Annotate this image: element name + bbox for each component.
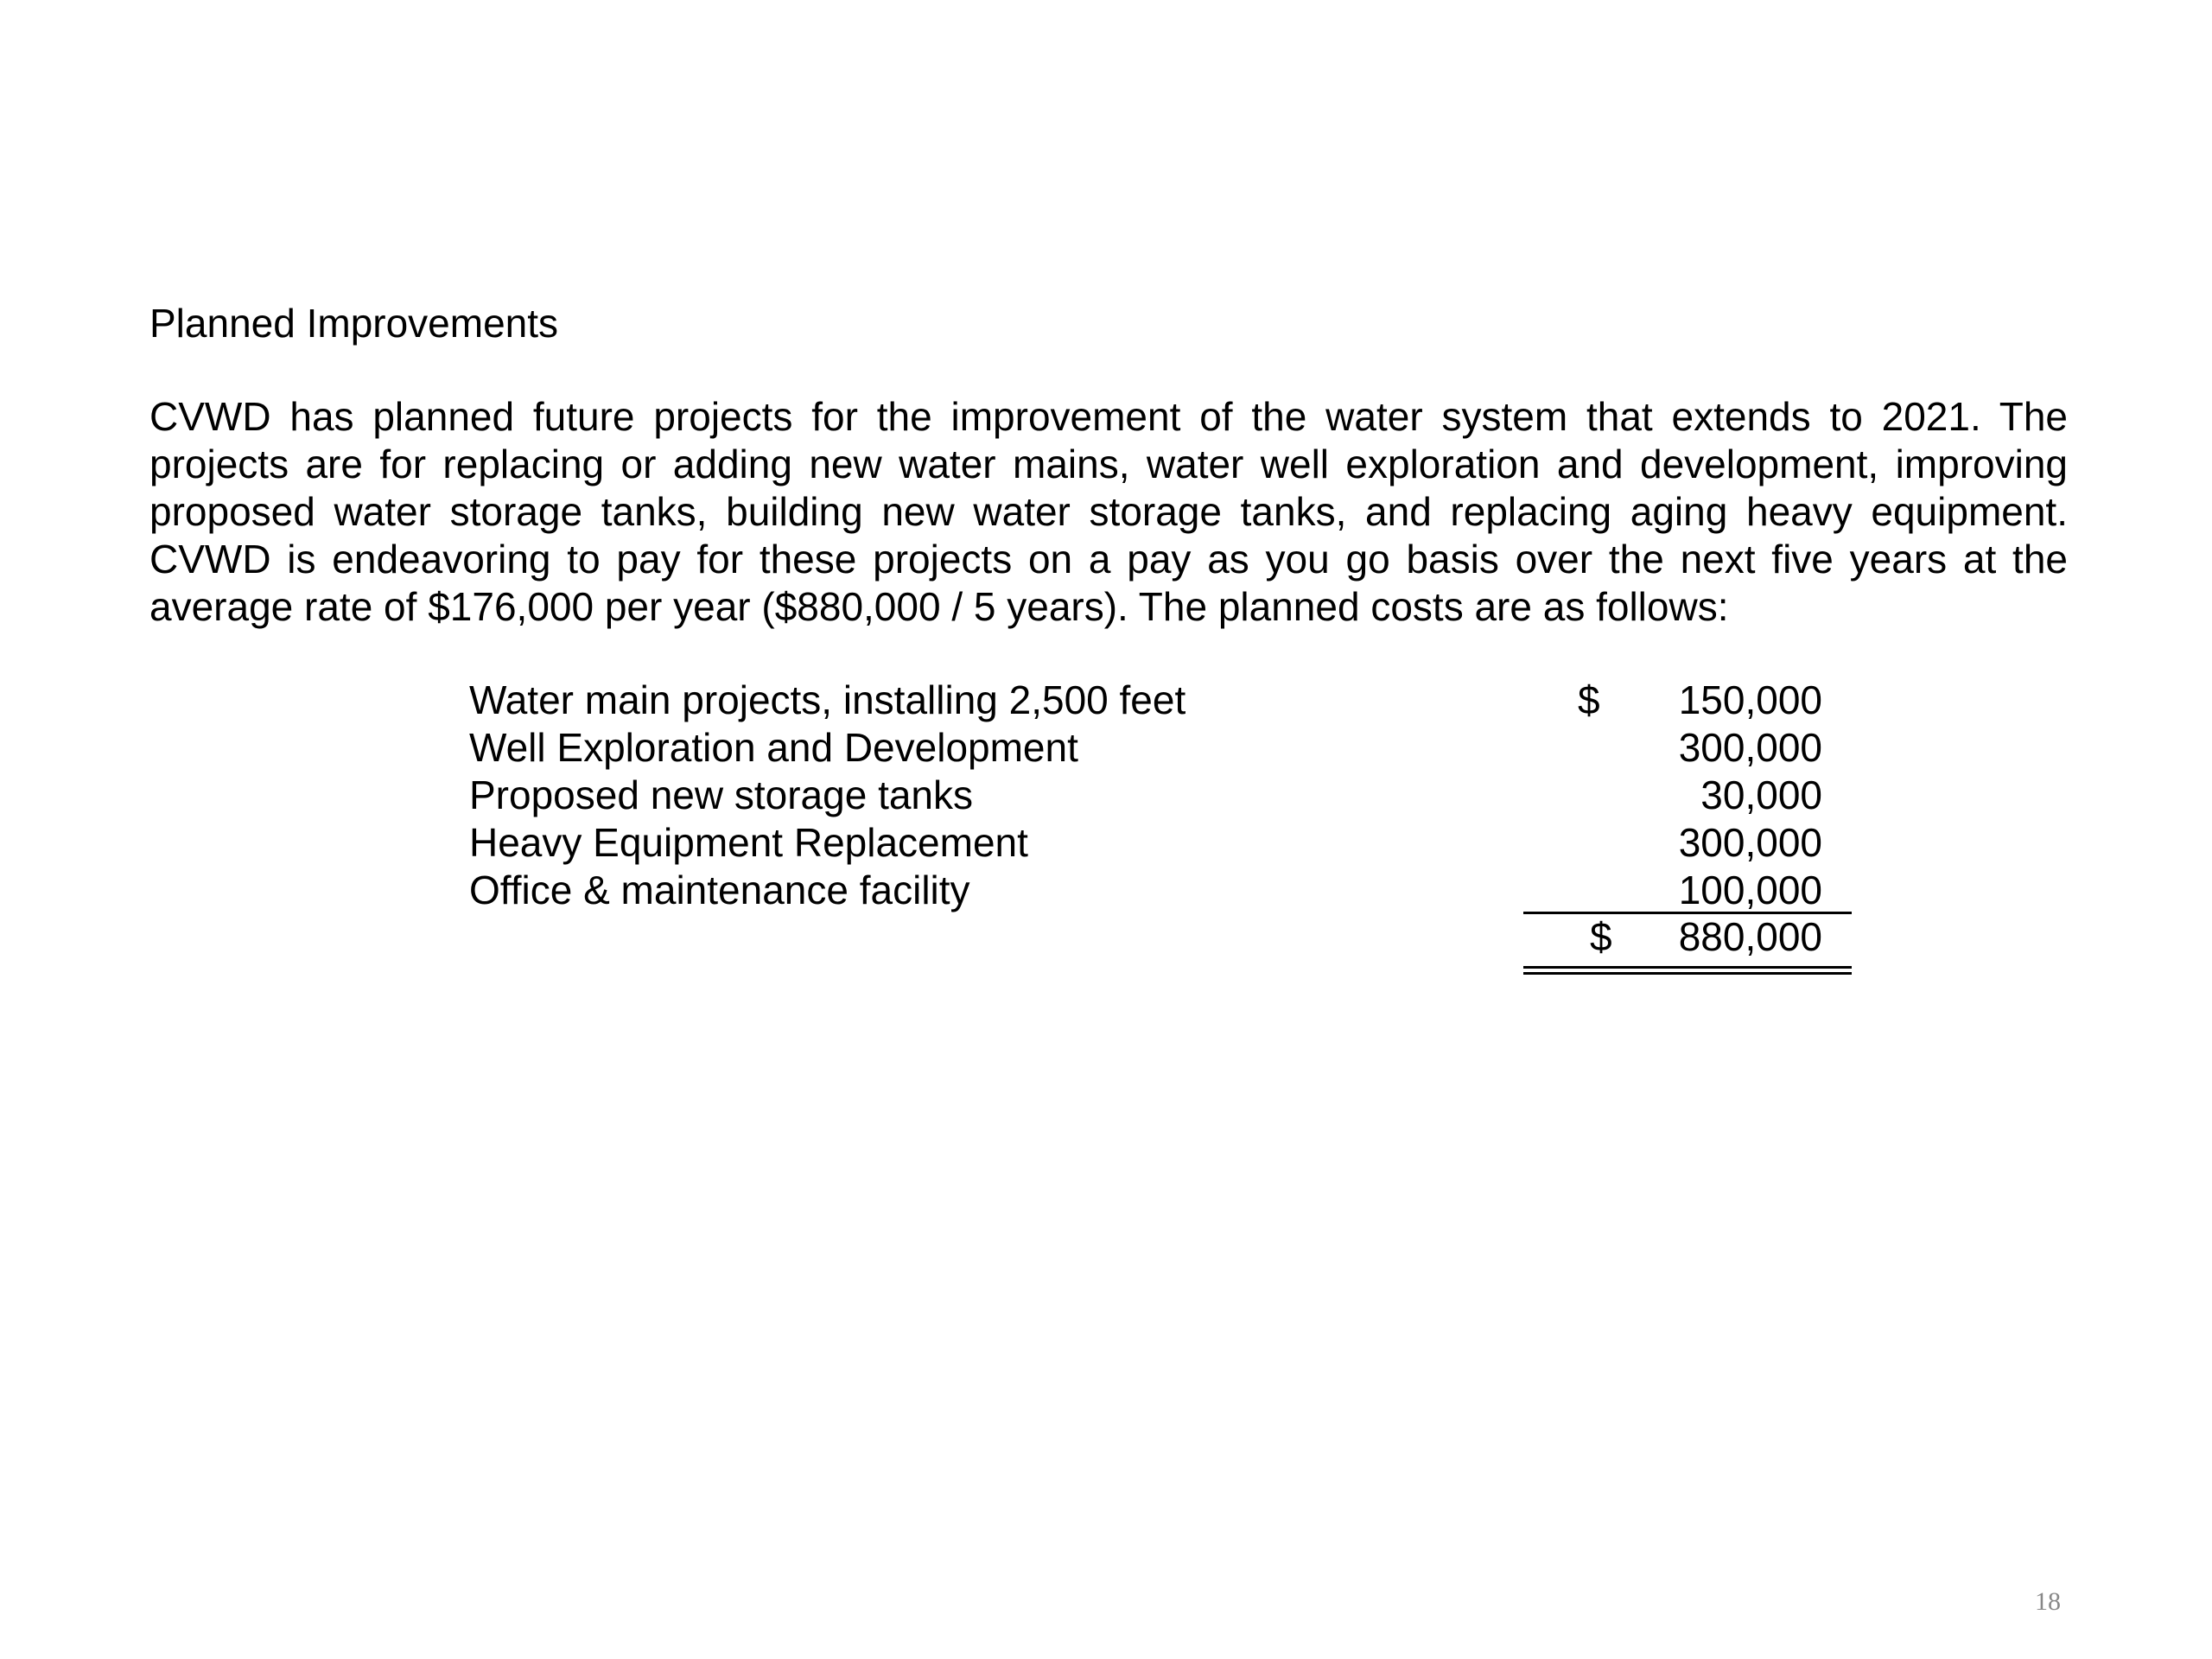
total-currency-symbol: $ <box>1590 914 1612 959</box>
planned-costs-table <box>469 677 1852 959</box>
cost-row <box>469 772 1852 819</box>
total-double-underline <box>1523 966 1852 975</box>
cost-label: Proposed new storage tanks <box>469 772 974 817</box>
intro-paragraph: CVWD has planned future projects for the improvement of the water system that extends to 2021. The projects are for replacing or adding new water mains, water well exploration and development, improving proposed water storage tanks, building new water storage tanks, and replacing aging heavy equipment. CVWD is endeavoring to pay for these projects on a pay as you go basis over the next five years at the average rate of $176,000 per year ($880,000 / 5 years). The planned costs are as follows: <box>149 394 2068 629</box>
cost-amount: 100,000 <box>1678 868 1822 912</box>
cost-label: Office & maintenance facility <box>469 868 970 912</box>
cost-row <box>469 677 1852 724</box>
page-number: 18 <box>2035 1587 2061 1616</box>
cost-amount: 300,000 <box>1678 820 1822 865</box>
cost-row <box>469 724 1852 772</box>
cost-amount: 300,000 <box>1678 725 1822 770</box>
section-heading: Planned Improvements <box>149 301 559 346</box>
currency-symbol: $ <box>1578 677 1600 722</box>
cost-label: Well Exploration and Development <box>469 725 1078 770</box>
cost-row <box>469 819 1852 867</box>
total-amount: 880,000 <box>1678 914 1822 959</box>
total-row <box>1523 912 1852 959</box>
cost-amount: 30,000 <box>1700 772 1822 817</box>
cost-row <box>469 867 1852 914</box>
cost-amount: 150,000 <box>1678 677 1822 722</box>
cost-label: Heavy Equipment Replacement <box>469 820 1028 865</box>
cost-label: Water main projects, installing 2,500 feet <box>469 677 1186 722</box>
